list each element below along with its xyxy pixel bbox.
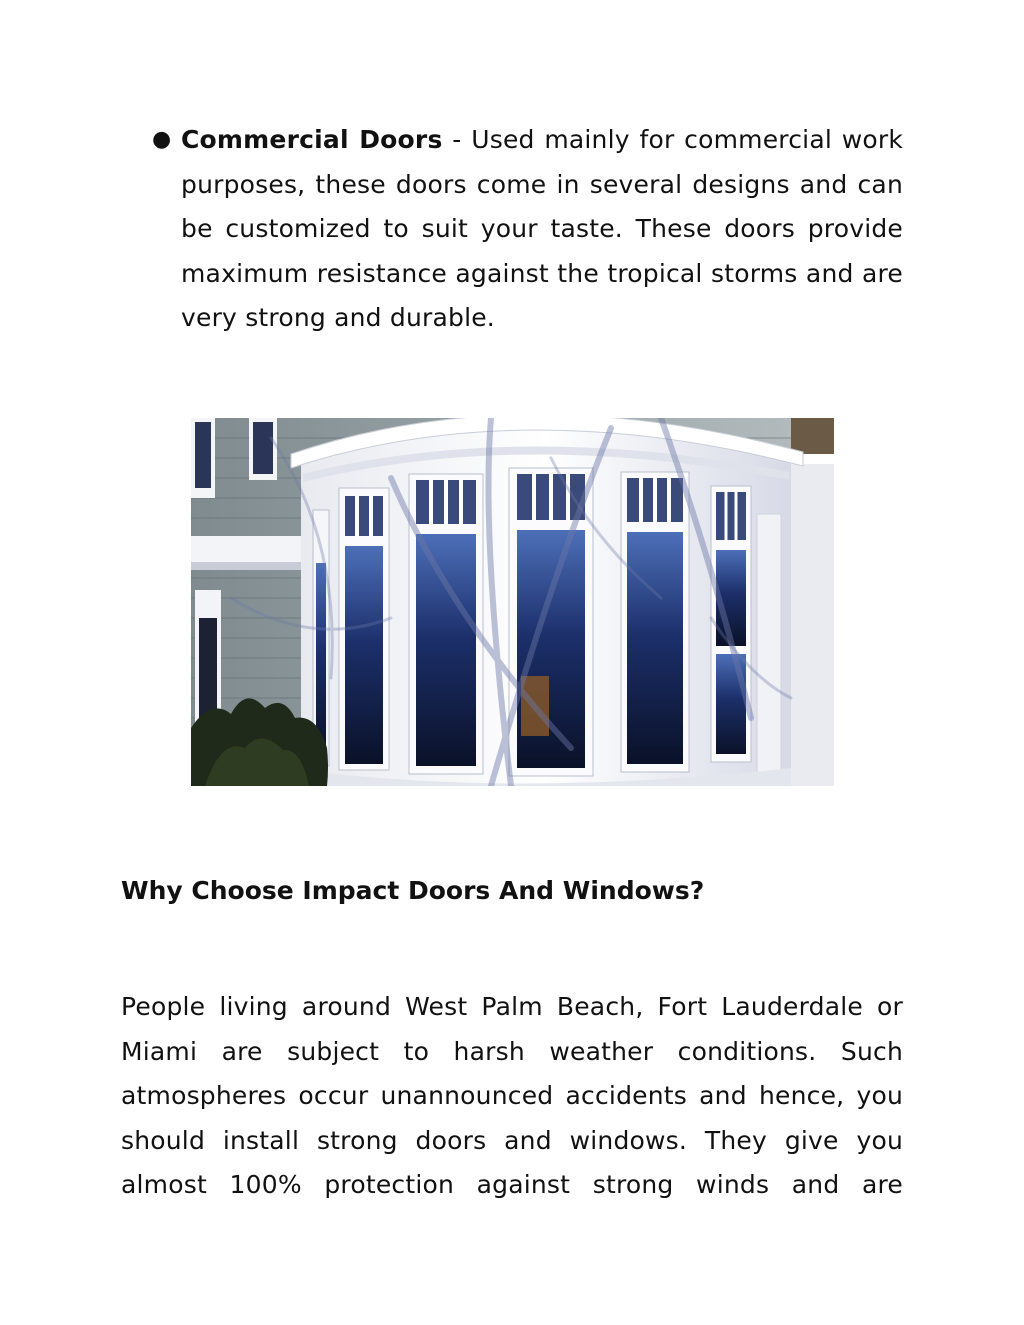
bullet-text bbox=[181, 118, 903, 341]
body-paragraph: People living around West Palm Beach, Fort Lauderdale or Miami are subject to harsh weather conditions. Such atmospheres occur unannounced accidents and hence, you should install strong doors and windows. They give you almost 100% protection against strong winds and are bbox=[121, 992, 903, 1200]
bullet-description: - Used mainly for commercial work purposes, these doors come in several designs and can be customized to suit your taste. These doors provide maximum resistance against the tropical storms and are very strong and durable. bbox=[181, 125, 904, 333]
bullet-item-commercial-doors bbox=[152, 118, 904, 341]
bullet-dot-icon: ● bbox=[152, 127, 172, 152]
house-bay-window-photo bbox=[191, 418, 834, 786]
bullet-title: Commercial Doors bbox=[181, 125, 443, 154]
section-heading: Why Choose Impact Doors And Windows? bbox=[121, 876, 705, 905]
